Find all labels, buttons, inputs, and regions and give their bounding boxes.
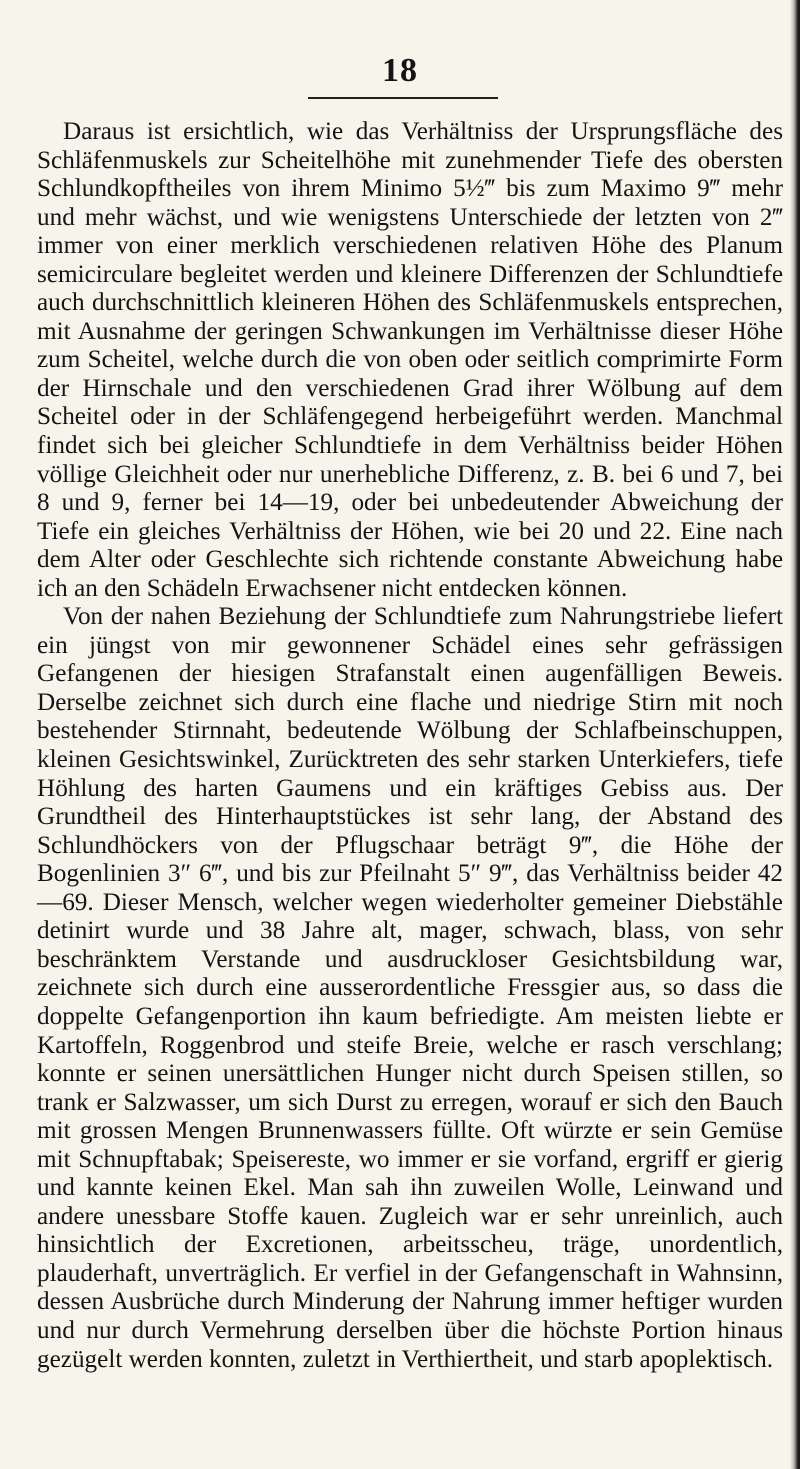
header-rule (308, 97, 498, 99)
paragraph-2: Von der nahen Beziehung der Schlundtiefe zum Nahrungstriebe liefert ein jüngst von mir gewonnener Schädel eines sehr gefrässigen Gefangenen der hiesigen Strafanstalt einen augenfälligen Beweis. Derselbe zeichnet sich durch eine flache und niedrige Stirn mit noch bestehender Stirnnaht, bedeutende Wölbung der Schlafbeinschuppen, kleinen Gesichtswinkel, Zurücktreten des sehr starken Unterkiefers, tiefe Höhlung des harten Gaumens und ein kräftiges Gebiss aus. Der Grundtheil des Hinterhauptstückes ist sehr lang, der Abstand des Schlundhöckers von der Pflugschaar beträgt 9‴, die Höhe der Bogenlinien 3″ 6‴, und bis zur Pfeilnaht 5″ 9‴, das Verhältniss beider 42—69. Dieser Mensch, welcher wegen wiederholter gemeiner Diebstähle detinirt wurde und 38 Jahre alt, mager, schwach, blass, von sehr beschränktem Verstande und ausdruckloser Gesichtsbildung war, zeichnete sich durch eine ausserordentliche Fressgier aus, so dass die doppelte Gefangenportion ihn kaum befriedigte. Am meisten liebte er Kartoffeln, Roggenbrod und steife Breie, welche er rasch verschlang; konnte er seinen unersättlichen Hunger nicht durch Speisen stillen, so trank er Salzwasser, um sich Durst zu erregen, worauf er sich den Bauch mit grossen Mengen Brunnenwassers füllte. Oft würzte er sein Gemüse mit Schnupftabak; Speisereste, wo immer er sie vorfand, ergriff er gierig und kannte keinen Ekel. Man sah ihn zuweilen Wolle, Leinwand und andere unessbare Stoffe kauen. Zugleich war er sehr unreinlich, auch hinsichtlich der Excretionen, arbeitsscheu, träge, unordentlich, plauderhaft, unverträglich. Er verfiel in der Gefangenschaft in Wahnsinn, dessen Ausbrüche durch Minderung der Nahrung immer heftiger wurden und nur durch Vermehrung derselben über die höchste Portion hinaus gezügelt werden konnten, zuletzt in Verthiertheit, und starb apoplektisch. (37, 603, 783, 1373)
paragraph-1: Daraus ist ersichtlich, wie das Verhältniss der Ursprungsfläche des Schläfenmuskels zur Scheitelhöhe mit zunehmender Tiefe des obersten Schlundkopftheiles von ihrem Minimo 5½‴ bis zum Maximo 9‴ mehr und mehr wächst, und wie wenigstens Unterschiede der letzten von 2‴ immer von einer merklich verschiedenen relativen Höhe des Planum semicirculare begleitet werden und kleinere Differenzen der Schlundtiefe auch durchschnittlich kleineren Höhen des Schläfenmuskels entsprechen, mit Ausnahme der geringen Schwankungen im Verhältnisse dieser Höhe zum Scheitel, welche durch die von oben oder seitlich comprimirte Form der Hirnschale und den verschiedenen Grad ihrer Wölbung auf dem Scheitel oder in der Schläfengegend herbeigeführt werden. Manchmal findet sich bei gleicher Schlundtiefe in dem Verhältniss beider Höhen völlige Gleichheit oder nur unerhebliche Differenz, z. B. bei 6 und 7, bei 8 und 9, ferner bei 14—19, oder bei unbedeutender Abweichung der Tiefe ein gleiches Verhältniss der Höhen, wie bei 20 und 22. Eine nach dem Alter oder Geschlechte sich richtende constante Abweichung habe ich an den Schädeln Erwachsener nicht entdecken können. (37, 118, 783, 602)
page-number: 18 (382, 52, 418, 89)
body-text (37, 118, 783, 1374)
page-edge-shadow (790, 0, 800, 1469)
